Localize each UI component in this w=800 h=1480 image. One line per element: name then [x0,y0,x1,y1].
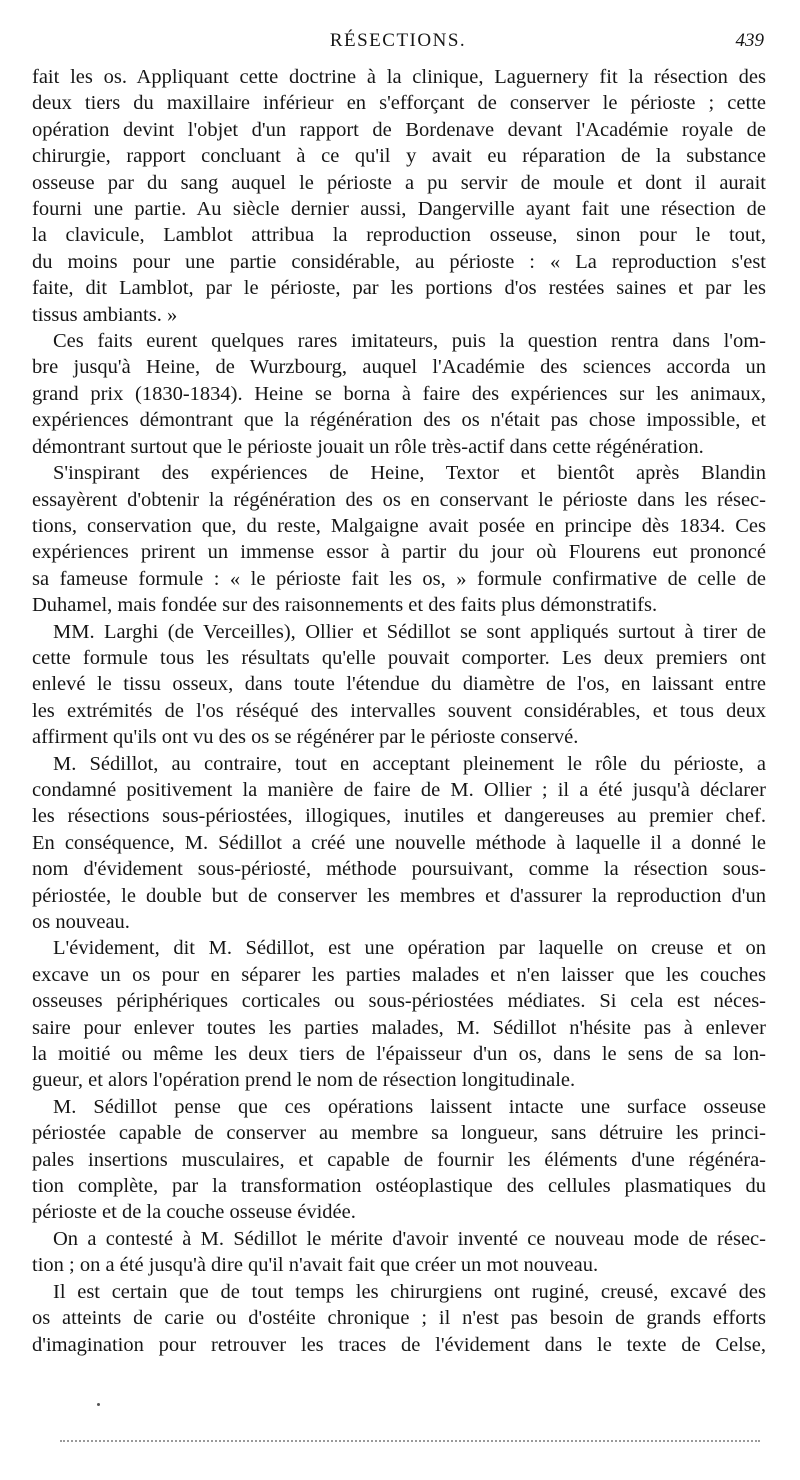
text-line: du moins pour une partie considérable, au périoste : « La reproduction s'est [32,250,766,273]
paragraph [32,1279,766,1358]
text-line: M. Sédillot pense que ces opérations laissent intacte une surface osseuse [53,1095,766,1118]
text-line: sa fameuse formule : « le périoste fait les os, » formule confirmative de celle de [32,567,766,590]
text-line: gueur, et alors l'opération prend le nom de résection longitudinale. [32,1069,576,1092]
text-line: tion ; on a été jusqu'à dire qu'il n'avait fait que créer un mot nouveau. [32,1254,599,1277]
text-line: tissus ambiants. » [32,303,178,326]
paragraph [32,751,766,936]
text-line: grand prix (1830-1834). Heine se borna à faire des expériences sur les animaux, [32,382,766,405]
text-line: Duhamel, mais fondée sur des raisonnements et des faits plus démonstratifs. [32,594,658,617]
running-title: RÉSECTIONS. [329,30,467,51]
text-line: cette formule tous les résultats qu'elle pouvait comporter. Les deux premiers ont [32,646,766,669]
text-line: tion complète, par la transformation ostéoplastique des cellules plasmatiques du [32,1175,766,1198]
paragraph [32,1226,766,1279]
body-text [32,64,766,1358]
text-line: les extrémités de l'os réséqué des intervalles souvent considérables, et tous deux [32,699,766,722]
paragraph [32,619,766,751]
text-line: os nouveau. [32,911,130,933]
text-line: la clavicule, Lamblot attribua la reproduction osseuse, sinon pour le tout, [32,224,766,247]
text-line: saire pour enlever toutes les parties malades, M. Sédillot n'hésite pas à enlever [32,1016,766,1039]
paragraph [32,1094,766,1226]
paragraph [32,328,766,460]
text-line: affirment qu'ils ont vu des os se régénérer par le périoste conservé. [32,726,579,749]
text-line: fait les os. Appliquant cette doctrine à la clinique, Laguernery fit la résection des [32,66,766,88]
text-line: M. Sédillot, au contraire, tout en acceptant pleinement le rôle du périoste, a [53,752,766,775]
text-line: expériences démontrant que la régénération des os n'était pas chose impossible, et [32,409,766,432]
text-line: osseuses périphériques corticales ou sous-périostées médiates. Si cela est néces- [32,990,766,1013]
text-line: Ces faits eurent quelques rares imitateurs, puis la question rentra dans l'om- [53,330,766,353]
paragraph [32,460,766,618]
text-line: En conséquence, M. Sédillot a créé une nouvelle méthode à laquelle il a donné le [32,831,766,854]
text-line: nom d'évidement sous-périosté, méthode poursuivant, comme la résection sous- [32,858,766,881]
paragraph [32,64,766,328]
text-line: démontrant surtout que le périoste jouait un rôle très-actif dans cette régénération. [32,435,704,458]
text-line: S'inspirant des expériences de Heine, Textor et bientôt après Blandin [53,462,766,485]
text-line: faite, dit Lamblot, par le périoste, par les portions d'os restées saines et par les [32,277,766,300]
text-line: On a contesté à M. Sédillot le mérite d'avoir inventé ce nouveau mode de résec- [53,1227,766,1250]
text-line: périostée, le double but de conserver les membres et d'assurer la reproduction d'un [32,884,766,907]
text-line: condamné positivement la manière de faire de M. Ollier ; il a été jusqu'à déclarer [32,778,766,801]
text-line: tions, conservation que, du reste, Malgaigne avait posée en principe dès 1834. Ces [32,514,766,537]
footer-dotted-rule [60,1440,760,1442]
running-head [32,30,764,58]
text-line: fourni une partie. Au siècle dernier aussi, Dangerville ayant fait une résection de [32,198,766,221]
text-line: expériences prirent un immense essor à partir du jour où Flourens eut prononcé [32,541,766,564]
text-line: enlevé le tissu osseux, dans toute l'étendue du diamètre de l'os, en laissant entre [32,673,766,696]
text-line: bre jusqu'à Heine, de Wurzbourg, auquel l'Académie des sciences accorda un [32,356,766,379]
text-line: périostée capable de conserver au membre sa longueur, sans détruire les princi- [32,1122,766,1145]
text-line: d'imagination pour retrouver les traces de l'évidement dans le texte de Celse, [32,1333,766,1356]
text-line: L'évidement, dit M. Sédillot, est une opération par laquelle on creuse et on [53,937,766,960]
text-line: MM. Larghi (de Verceilles), Ollier et Sédillot se sont appliqués surtout à tirer de [53,620,766,643]
text-line: Il est certain que de tout temps les chirurgiens ont ruginé, creusé, excavé des [53,1280,766,1303]
stray-dot-mark [97,1403,100,1406]
text-line: chirurgie, rapport concluant à ce qu'il y avait eu réparation de la substance [32,145,766,168]
text-line: deux tiers du maxillaire inférieur en s'efforçant de conserver le périoste ; cette [32,92,766,115]
text-line: la moitié ou même les deux tiers de l'épaisseur d'un os, dans le sens de sa lon- [32,1043,766,1066]
text-line: les résections sous-périostées, illogiques, inutiles et dangereuses au premier chef. [32,805,766,828]
text-line: excave un os pour en séparer les parties malades et n'en laisser que les couches [32,963,766,986]
paragraph [32,935,766,1093]
text-line: osseuse par du sang auquel le périoste a pu servir de moule et dont il aurait [32,171,766,194]
page-number: 439 [735,30,764,51]
text-line: os atteints de carie ou d'ostéite chronique ; il n'est pas besoin de grands efforts [32,1307,766,1330]
text-line: essayèrent d'obtenir la régénération des os en conservant le périoste dans les résec- [32,488,766,511]
text-line: périoste et de la couche osseuse évidée. [32,1201,356,1224]
text-line: opération devint l'objet d'un rapport de Bordenave devant l'Académie royale de [32,118,766,141]
text-line: pales insertions musculaires, et capable de fournir les éléments d'une régénéra- [32,1148,766,1171]
